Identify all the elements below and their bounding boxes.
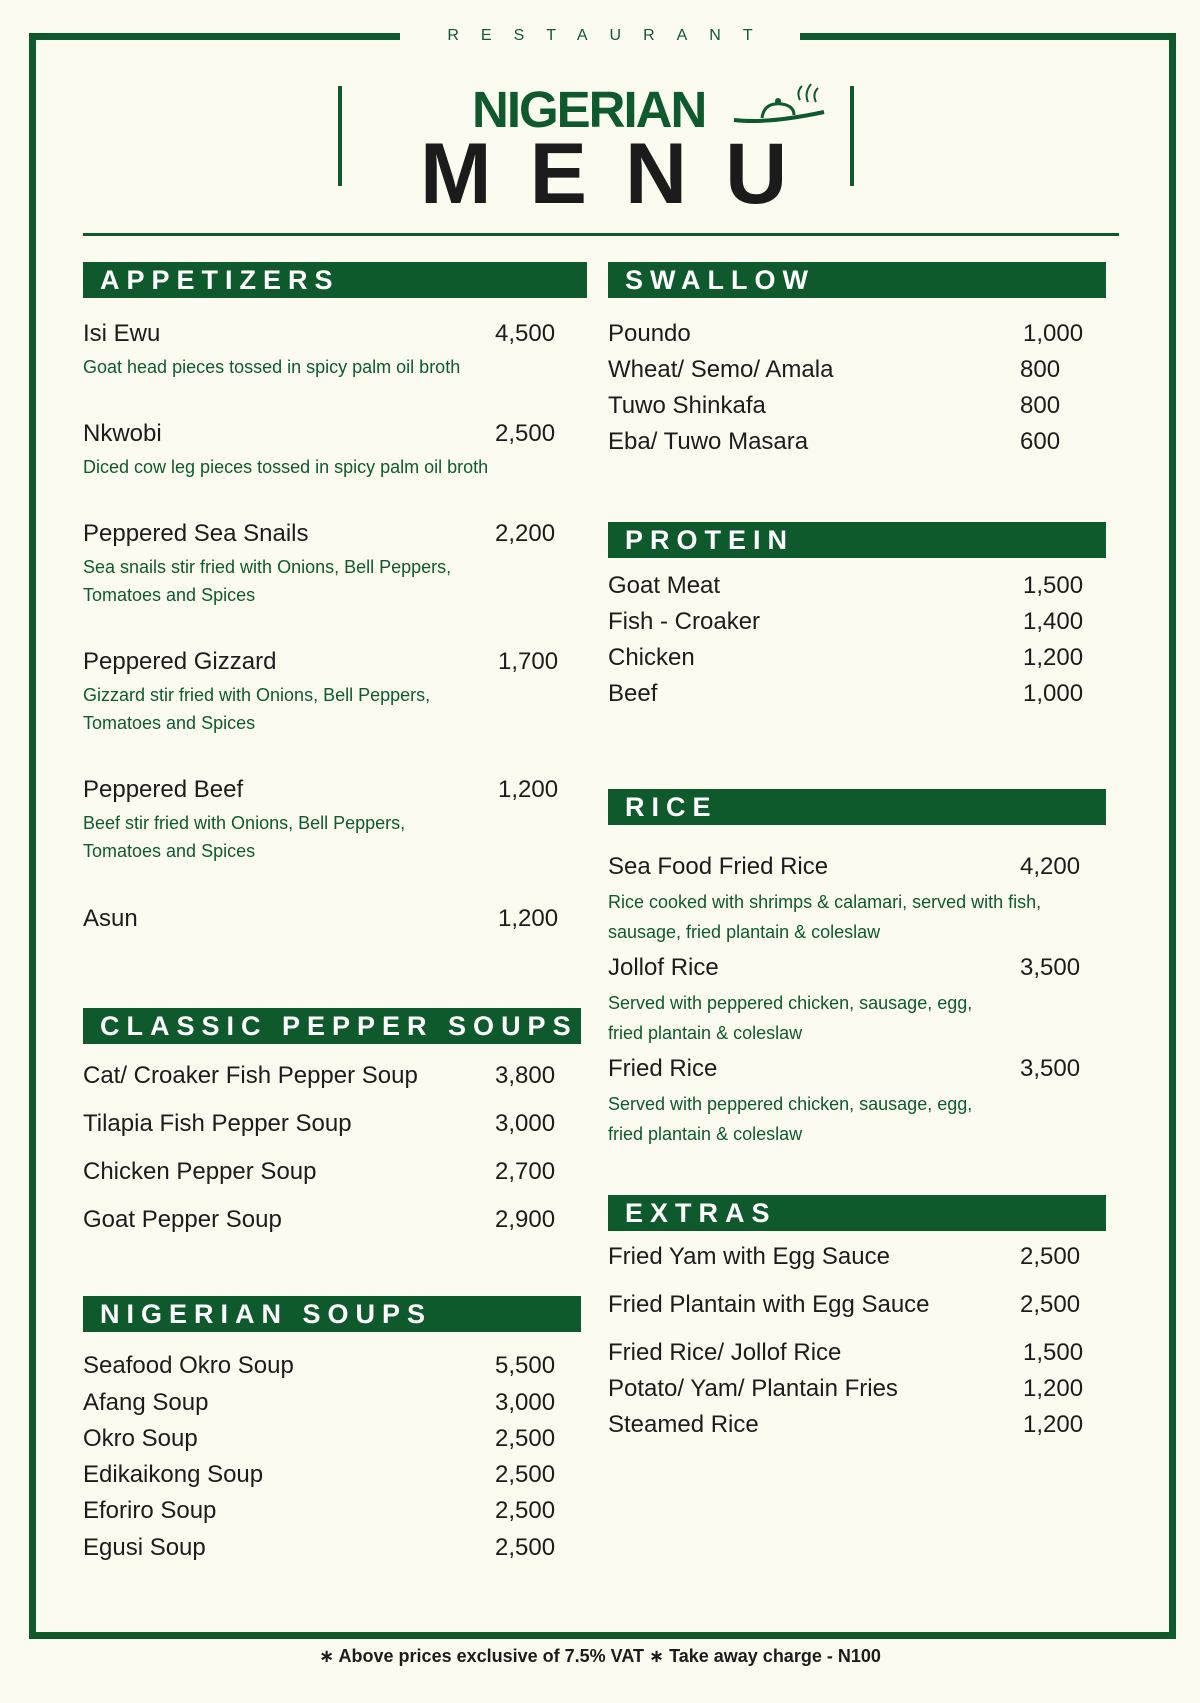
- appetizer-price: 2,500: [495, 420, 556, 447]
- rice-name: Jollof Rice: [608, 954, 719, 981]
- appetizer-description: Tomatoes and Spices: [83, 841, 256, 861]
- header-right-bar: [850, 86, 854, 186]
- nigerian-soup-name: Egusi Soup: [83, 1534, 206, 1561]
- protein-heading: PROTEIN: [608, 522, 1106, 558]
- restaurant-label: RESTAURANT: [400, 22, 800, 50]
- appetizer-description: Beef stir fried with Onions, Bell Peppers,: [83, 813, 406, 833]
- extra-price: 1,200: [1023, 1411, 1084, 1438]
- appetizer-name: Asun: [83, 905, 138, 932]
- extra-name: Potato/ Yam/ Plantain Fries: [608, 1375, 898, 1402]
- appetizer-price: 1,200: [498, 776, 559, 803]
- nigerian-soups-heading: NIGERIAN SOUPS: [83, 1296, 581, 1332]
- extra-price: 1,200: [1023, 1375, 1084, 1402]
- appetizer-name: Isi Ewu: [83, 320, 161, 347]
- pepper-soup-name: Goat Pepper Soup: [83, 1206, 282, 1233]
- pepper-soup-price: 3,800: [495, 1062, 556, 1089]
- footer-note: ∗ Above prices exclusive of 7.5% VAT ∗ Take away charge - N100: [319, 1646, 881, 1666]
- swallow-price: 1,000: [1023, 320, 1084, 347]
- header-left-bar: [338, 86, 342, 186]
- rice-name: Fried Rice: [608, 1055, 718, 1082]
- pepper-soup-name: Chicken Pepper Soup: [83, 1158, 317, 1185]
- swallow-name: Tuwo Shinkafa: [608, 392, 766, 419]
- rice-description: sausage, fried plantain & coleslaw: [608, 922, 881, 942]
- appetizer-price: 1,200: [498, 905, 559, 932]
- rice-name: Sea Food Fried Rice: [608, 853, 829, 880]
- appetizer-price: 1,700: [498, 648, 559, 675]
- extra-price: 2,500: [1020, 1291, 1081, 1318]
- protein-price: 1,500: [1023, 572, 1084, 599]
- appetizer-description: Tomatoes and Spices: [83, 585, 256, 605]
- appetizer-description: Diced cow leg pieces tossed in spicy palm oil broth: [83, 457, 489, 477]
- appetizer-name: Peppered Gizzard: [83, 648, 277, 675]
- rice-price: 3,500: [1020, 1055, 1081, 1082]
- appetizer-name: Nkwobi: [83, 420, 162, 447]
- rice-price: 3,500: [1020, 954, 1081, 981]
- protein-price: 1,400: [1023, 608, 1084, 635]
- rice-description: fried plantain & coleslaw: [608, 1023, 803, 1043]
- protein-name: Fish - Croaker: [608, 608, 761, 635]
- nigerian-soup-price: 3,000: [495, 1389, 556, 1416]
- extra-name: Fried Rice/ Jollof Rice: [608, 1339, 842, 1366]
- covered-dish-icon: [728, 80, 828, 130]
- pepper-soup-price: 2,900: [495, 1206, 556, 1233]
- swallow-price: 800: [1020, 392, 1061, 419]
- protein-price: 1,000: [1023, 680, 1084, 707]
- pepper-soup-name: Tilapia Fish Pepper Soup: [83, 1110, 352, 1137]
- nigerian-soup-name: Seafood Okro Soup: [83, 1352, 294, 1379]
- swallow-price: 600: [1020, 428, 1061, 455]
- nigerian-soup-name: Afang Soup: [83, 1389, 209, 1416]
- header-divider: [83, 233, 1119, 236]
- rice-description: Served with peppered chicken, sausage, egg,: [608, 1094, 973, 1114]
- nigerian-soup-price: 2,500: [495, 1497, 556, 1524]
- protein-name: Chicken: [608, 644, 695, 671]
- nigerian-soup-price: 2,500: [495, 1534, 556, 1561]
- extra-name: Fried Yam with Egg Sauce: [608, 1243, 890, 1270]
- brand-name: NIGERIAN: [472, 81, 706, 138]
- swallow-name: Eba/ Tuwo Masara: [608, 428, 809, 455]
- extra-name: Fried Plantain with Egg Sauce: [608, 1291, 930, 1318]
- appetizer-description: Sea snails stir fried with Onions, Bell Peppers,: [83, 557, 452, 577]
- extras-heading: EXTRAS: [608, 1195, 1106, 1231]
- pepper-soup-name: Cat/ Croaker Fish Pepper Soup: [83, 1062, 418, 1089]
- nigerian-soup-price: 2,500: [495, 1461, 556, 1488]
- swallow-name: Wheat/ Semo/ Amala: [608, 356, 834, 383]
- nigerian-soup-name: Eforiro Soup: [83, 1497, 217, 1524]
- nigerian-soup-price: 5,500: [495, 1352, 556, 1379]
- appetizer-name: Peppered Beef: [83, 776, 244, 803]
- appetizer-description: Goat head pieces tossed in spicy palm oil broth: [83, 357, 461, 377]
- protein-name: Goat Meat: [608, 572, 721, 599]
- appetizer-price: 4,500: [495, 320, 556, 347]
- pepper-soup-price: 2,700: [495, 1158, 556, 1185]
- pepper-soup-price: 3,000: [495, 1110, 556, 1137]
- appetizer-price: 2,200: [495, 520, 556, 547]
- rice-description: Rice cooked with shrimps & calamari, served with fish,: [608, 892, 1042, 912]
- extra-price: 1,500: [1023, 1339, 1084, 1366]
- protein-name: Beef: [608, 680, 658, 707]
- swallow-price: 800: [1020, 356, 1061, 383]
- extra-price: 2,500: [1020, 1243, 1081, 1270]
- protein-price: 1,200: [1023, 644, 1084, 671]
- rice-heading: RICE: [608, 789, 1106, 825]
- rice-price: 4,200: [1020, 853, 1081, 880]
- extra-name: Steamed Rice: [608, 1411, 759, 1438]
- appetizer-description: Tomatoes and Spices: [83, 713, 256, 733]
- pepper-soups-heading: CLASSIC PEPPER SOUPS: [83, 1008, 581, 1044]
- nigerian-soup-name: Okro Soup: [83, 1425, 198, 1452]
- rice-description: Served with peppered chicken, sausage, egg,: [608, 993, 973, 1013]
- nigerian-soup-name: Edikaikong Soup: [83, 1461, 264, 1488]
- page-title: MENU: [420, 126, 826, 222]
- swallow-name: Poundo: [608, 320, 691, 347]
- appetizers-heading: APPETIZERS: [83, 262, 587, 298]
- appetizer-description: Gizzard stir fried with Onions, Bell Peppers,: [83, 685, 431, 705]
- swallow-heading: SWALLOW: [608, 262, 1106, 298]
- rice-description: fried plantain & coleslaw: [608, 1124, 803, 1144]
- nigerian-soup-price: 2,500: [495, 1425, 556, 1452]
- appetizer-name: Peppered Sea Snails: [83, 520, 309, 547]
